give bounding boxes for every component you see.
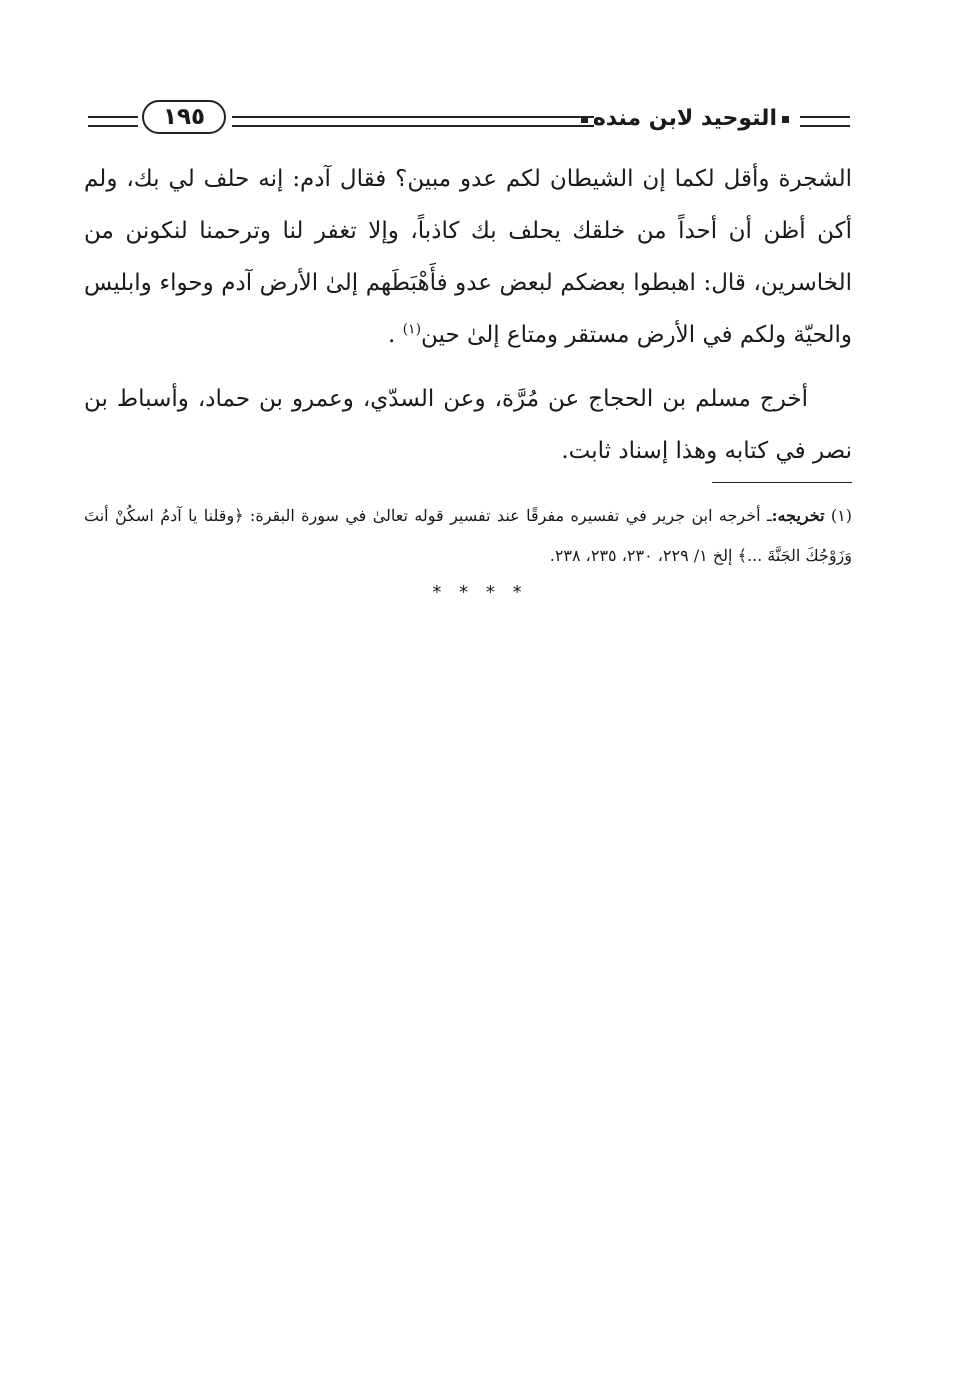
footnote-label: تخريجه: (771, 506, 825, 525)
paragraph-2: أخرج مسلم بن الحجاج عن مُرَّة، وعن السدّي، وعمرو بن حماد، وأسباط بن نصر في كتابه وهذا إسناد ثابت. (84, 386, 852, 464)
square-ornament (782, 116, 789, 123)
running-title (592, 102, 794, 136)
paragraph-1 (84, 153, 852, 361)
header-rule-right (800, 116, 850, 127)
main-text (84, 153, 852, 477)
page-number: ١٩٥ (142, 100, 226, 134)
footnote-reference: (١) (402, 321, 422, 338)
footnote-divider (712, 482, 852, 483)
footnote (84, 496, 852, 576)
paragraph-1-text: الشجرة وأقل لكما إن الشيطان لكم عدو مبين؟ فقال آدم: إنه حلف لي بك، ولم أكن أظن أن أحداً من خلقك يحلف بك كاذباً، وإلا تغفر لنا وترحمنا لنكونن من الخاسرين، قال: اهبطوا بعضكم لبعض عدو فأَهْبَطَهم إلىٰ الأرض آدم وحواء وابليس والحيّة ولكم في الأرض مستقر ومتاع إلىٰ حين (84, 166, 852, 348)
paragraph-1-end: . (387, 322, 403, 348)
header-rule-middle (232, 116, 594, 127)
footnote-text: ـ أخرجه ابن جرير في تفسيره مفرقًا عند تفسير قوله تعالىٰ في سورة البقرة: ﴿وقلنا يا آدمُ اسكُنْ أنتَ وَزَوْجُكَ الجَنَّةَ ...﴾ إلخ ١/ ٢٢٩، ٢٣٠، ٢٣٥، ٢٣٨. (84, 506, 852, 565)
header-rule-left (88, 116, 138, 127)
page-header (88, 100, 850, 140)
section-separator: * * * * (432, 582, 528, 603)
footnote-number: (١) (830, 506, 852, 525)
running-title-text: التوحيد لابن منده (592, 106, 777, 131)
